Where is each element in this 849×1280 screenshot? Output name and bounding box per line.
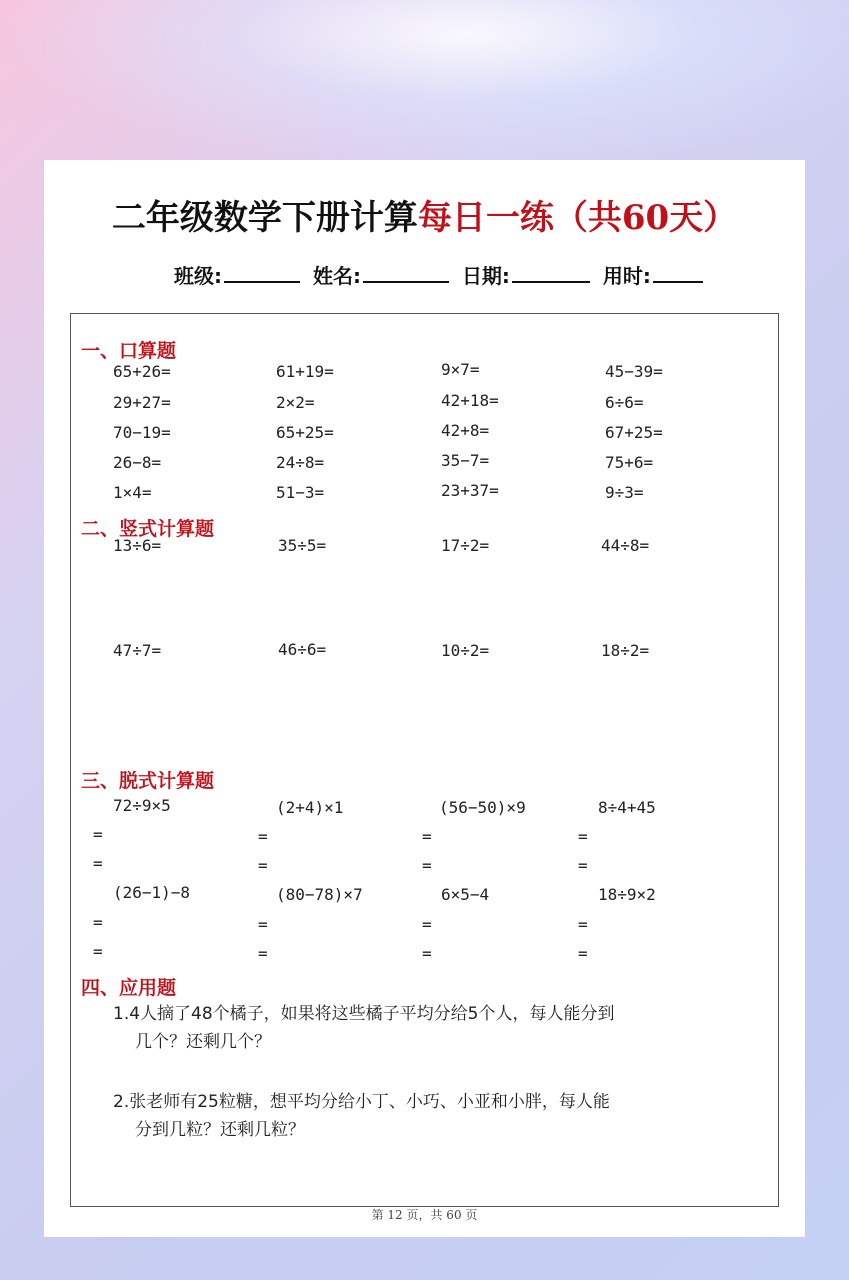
word-problem-line: 2.张老师有25粒糖，想平均分给小丁、小巧、小亚和小胖，每人能	[113, 1092, 610, 1112]
stepwise-expression: (2+4)×1	[276, 798, 344, 817]
section4-heading: 四、应用题	[81, 977, 177, 999]
class-label: 班级:	[174, 264, 222, 288]
equals-sign: =	[578, 827, 588, 846]
section3-heading: 三、脱式计算题	[81, 770, 215, 792]
word-problem-line: 1.4人摘了48个橘子，如果将这些橘子平均分给5个人，每人能分到	[113, 1004, 615, 1024]
oral-item: 42+8=	[441, 421, 490, 440]
name-label: 姓名:	[312, 264, 361, 288]
word-problem-2	[113, 1088, 610, 1144]
equals-sign: =	[258, 944, 268, 963]
vertical-item: 47÷7=	[113, 641, 162, 660]
equals-sign: =	[578, 915, 588, 934]
equals-sign: =	[422, 915, 432, 934]
oral-item: 67+25=	[605, 423, 663, 442]
date-label: 日期:	[461, 264, 510, 288]
oral-item: 2×2=	[276, 393, 315, 412]
vertical-item: 46÷6=	[278, 640, 327, 659]
name-blank[interactable]	[363, 263, 449, 283]
stepwise-expression: (80−78)×7	[276, 885, 363, 904]
equals-sign: =	[578, 856, 588, 875]
page-footer: 第 12 页，共 60 页	[371, 1208, 478, 1222]
title-highlight: 每日一练（共60天）	[417, 198, 738, 238]
word-problem-1	[113, 1000, 614, 1056]
student-info-row	[174, 260, 709, 289]
oral-item: 29+27=	[113, 393, 171, 412]
oral-item: 6÷6=	[605, 393, 644, 412]
time-label: 用时:	[602, 264, 651, 288]
stepwise-expression: 72÷9×5	[113, 796, 171, 815]
oral-item: 42+18=	[441, 391, 499, 410]
page-title	[44, 190, 805, 239]
equals-sign: =	[93, 854, 103, 873]
oral-item: 1×4=	[113, 483, 152, 502]
oral-item: 35−7=	[441, 451, 490, 470]
oral-item: 70−19=	[113, 423, 171, 442]
stepwise-expression: (56−50)×9	[439, 798, 526, 817]
background-glow	[0, 0, 849, 170]
title-main: 二年级数学下册计算	[111, 198, 418, 238]
word-problem-line: 几个？还剩几个？	[135, 1032, 271, 1052]
equals-sign: =	[258, 915, 268, 934]
oral-item: 51−3=	[276, 483, 325, 502]
equals-sign: =	[422, 944, 432, 963]
vertical-item: 10÷2=	[441, 641, 490, 660]
vertical-item: 18÷2=	[601, 641, 650, 660]
equals-sign: =	[258, 827, 268, 846]
vertical-item: 44÷8=	[601, 536, 650, 555]
stepwise-expression: (26−1)−8	[113, 883, 191, 902]
equals-sign: =	[93, 913, 103, 932]
section1-heading: 一、口算题	[81, 340, 177, 362]
worksheet-page	[44, 160, 805, 1237]
class-blank[interactable]	[224, 263, 300, 283]
oral-item: 45−39=	[605, 362, 663, 381]
vertical-item: 17÷2=	[441, 536, 490, 555]
oral-item: 61+19=	[276, 362, 334, 381]
oral-item: 26−8=	[113, 453, 162, 472]
equals-sign: =	[422, 856, 432, 875]
stepwise-expression: 18÷9×2	[598, 885, 656, 904]
section2-heading: 二、竖式计算题	[81, 518, 215, 540]
word-problem-line: 分到几粒？还剩几粒？	[135, 1120, 305, 1140]
equals-sign: =	[258, 856, 268, 875]
oral-item: 24÷8=	[276, 453, 325, 472]
vertical-item: 13÷6=	[113, 536, 162, 555]
oral-item: 9×7=	[441, 360, 480, 379]
time-blank[interactable]	[653, 263, 703, 283]
date-blank[interactable]	[512, 263, 590, 283]
oral-item: 23+37=	[441, 481, 499, 500]
oral-item: 65+26=	[113, 362, 171, 381]
oral-item: 75+6=	[605, 453, 654, 472]
equals-sign: =	[422, 827, 432, 846]
oral-item: 9÷3=	[605, 483, 644, 502]
exercise-box	[70, 313, 779, 1207]
stepwise-expression: 8÷4+45	[598, 798, 656, 817]
oral-item: 65+25=	[276, 423, 334, 442]
equals-sign: =	[578, 944, 588, 963]
equals-sign: =	[93, 942, 103, 961]
stepwise-expression: 6×5−4	[441, 885, 490, 904]
vertical-item: 35÷5=	[278, 536, 327, 555]
equals-sign: =	[93, 825, 103, 844]
